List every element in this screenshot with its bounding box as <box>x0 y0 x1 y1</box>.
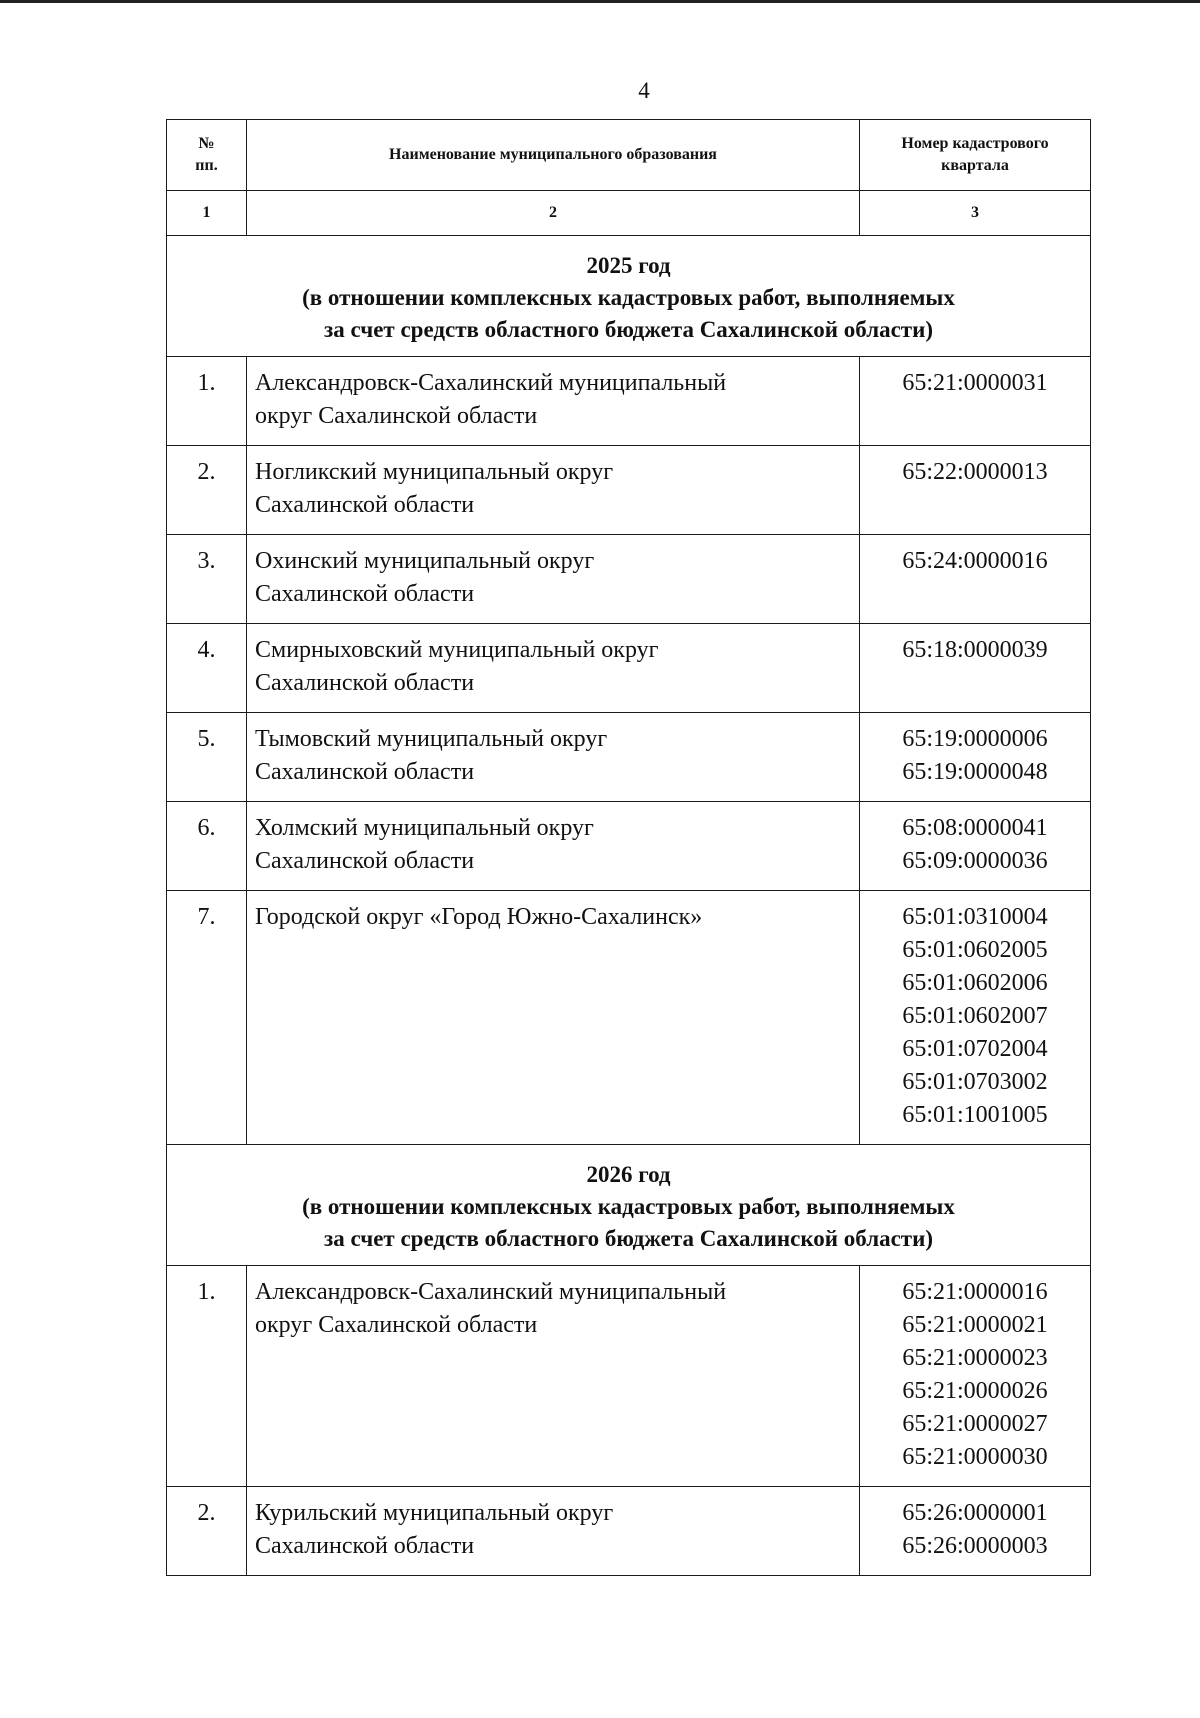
cadastral-quarter-number: 65:21:0000023 <box>902 1345 1048 1371</box>
municipality-name-line: Городской округ «Город Южно-Сахалинск» <box>255 904 703 930</box>
municipality-name-line: Тымовский муниципальный округ <box>255 726 608 752</box>
cadastral-quarter-number: 65:21:0000030 <box>902 1444 1048 1470</box>
section-title-line: за счет средств областного бюджета Сахалинской области) <box>323 1226 934 1251</box>
municipality-name <box>247 446 860 535</box>
header-cadastral-quarter <box>860 120 1091 191</box>
section-header-row <box>167 236 1091 357</box>
header-number-line: № <box>198 135 215 152</box>
column-number: 3 <box>860 191 1091 236</box>
table-row <box>167 624 1091 713</box>
cadastral-quarter-number: 65:21:0000031 <box>902 370 1048 396</box>
page-top-border <box>0 0 1200 3</box>
table-row <box>167 713 1091 802</box>
cadastral-quarter-list <box>860 624 1091 713</box>
cadastral-quarter-list <box>860 713 1091 802</box>
cadastral-quarter-number: 65:01:0602006 <box>902 970 1048 996</box>
table-row <box>167 357 1091 446</box>
municipality-name-line: Сахалинской области <box>255 759 475 785</box>
header-number-line: пп. <box>195 157 218 174</box>
municipality-name-line: Охинский муниципальный округ <box>255 548 595 574</box>
cadastral-quarters-table <box>166 119 1091 1576</box>
row-number: 5. <box>167 713 247 802</box>
section-title-line: 2025 год <box>586 253 671 278</box>
header-number <box>167 120 247 191</box>
header-municipality-name: Наименование муниципального образования <box>247 120 860 191</box>
table-row <box>167 1266 1091 1487</box>
row-number: 6. <box>167 802 247 891</box>
table-row <box>167 446 1091 535</box>
cadastral-quarter-list <box>860 802 1091 891</box>
column-number: 2 <box>247 191 860 236</box>
section-title <box>167 236 1091 357</box>
cadastral-quarter-number: 65:01:0703002 <box>902 1069 1048 1095</box>
row-number: 3. <box>167 535 247 624</box>
municipality-name-line: Сахалинской области <box>255 1533 475 1559</box>
table-row <box>167 802 1091 891</box>
cadastral-quarter-number: 65:21:0000021 <box>902 1312 1048 1338</box>
table-row <box>167 1487 1091 1576</box>
municipality-name <box>247 891 860 1145</box>
section-title-line: (в отношении комплексных кадастровых работ, выполняемых <box>302 285 955 310</box>
row-number: 7. <box>167 891 247 1145</box>
cadastral-quarter-number: 65:26:0000003 <box>902 1533 1048 1559</box>
municipality-name <box>247 357 860 446</box>
cadastral-quarter-number: 65:08:0000041 <box>902 815 1048 841</box>
table-row <box>167 535 1091 624</box>
column-number-row <box>167 191 1091 236</box>
row-number: 2. <box>167 1487 247 1576</box>
cadastral-quarter-number: 65:21:0000026 <box>902 1378 1048 1404</box>
municipality-name-line: Сахалинской области <box>255 581 475 607</box>
row-number: 2. <box>167 446 247 535</box>
cadastral-quarter-number: 65:26:0000001 <box>902 1500 1048 1526</box>
section-title <box>167 1145 1091 1266</box>
cadastral-quarter-number: 65:01:0702004 <box>902 1036 1048 1062</box>
header-cadastral-line: квартала <box>941 157 1009 174</box>
cadastral-quarter-number: 65:22:0000013 <box>902 459 1048 485</box>
column-number: 1 <box>167 191 247 236</box>
municipality-name-line: округ Сахалинской области <box>255 403 538 429</box>
cadastral-quarter-list <box>860 446 1091 535</box>
municipality-name-line: Сахалинской области <box>255 492 475 518</box>
cadastral-quarter-number: 65:01:0310004 <box>902 904 1048 930</box>
page-number: 4 <box>638 78 650 103</box>
row-number: 1. <box>167 1266 247 1487</box>
table-header-row <box>167 120 1091 191</box>
header-cadastral-line: Номер кадастрового <box>901 135 1049 152</box>
municipality-name <box>247 535 860 624</box>
cadastral-quarter-number: 65:01:0602005 <box>902 937 1048 963</box>
row-number: 1. <box>167 357 247 446</box>
cadastral-quarter-list <box>860 535 1091 624</box>
cadastral-quarter-number: 65:01:1001005 <box>902 1102 1048 1128</box>
section-title-line: 2026 год <box>586 1162 671 1187</box>
cadastral-quarter-number: 65:19:0000048 <box>902 759 1048 785</box>
cadastral-quarter-list <box>860 357 1091 446</box>
municipality-name <box>247 1487 860 1576</box>
municipality-name <box>247 802 860 891</box>
municipality-name-line: Сахалинской области <box>255 848 475 874</box>
cadastral-quarter-number: 65:09:0000036 <box>902 848 1048 874</box>
municipality-name-line: Курильский муниципальный округ <box>255 1500 614 1526</box>
section-header-row <box>167 1145 1091 1266</box>
cadastral-quarter-number: 65:19:0000006 <box>902 726 1048 752</box>
cadastral-quarter-list <box>860 891 1091 1145</box>
table-body <box>167 120 1091 1576</box>
municipality-name-line: Смирныховский муниципальный округ <box>255 637 659 663</box>
row-number: 4. <box>167 624 247 713</box>
municipality-name-line: Александровск-Сахалинский муниципальный <box>255 370 727 396</box>
section-title-line: (в отношении комплексных кадастровых работ, выполняемых <box>302 1194 955 1219</box>
cadastral-quarter-number: 65:21:0000016 <box>902 1279 1048 1305</box>
cadastral-quarter-number: 65:24:0000016 <box>902 548 1048 574</box>
municipality-name <box>247 624 860 713</box>
municipality-name-line: округ Сахалинской области <box>255 1312 538 1338</box>
municipality-name-line: Ногликский муниципальный округ <box>255 459 614 485</box>
municipality-name-line: Александровск-Сахалинский муниципальный <box>255 1279 727 1305</box>
section-title-line: за счет средств областного бюджета Сахалинской области) <box>323 317 934 342</box>
municipality-name <box>247 713 860 802</box>
table-row <box>167 891 1091 1145</box>
cadastral-quarter-number: 65:01:0602007 <box>902 1003 1048 1029</box>
municipality-name-line: Сахалинской области <box>255 670 475 696</box>
cadastral-quarter-list <box>860 1487 1091 1576</box>
municipality-name-line: Холмский муниципальный округ <box>255 815 594 841</box>
cadastral-quarter-number: 65:18:0000039 <box>902 637 1048 663</box>
cadastral-quarter-list <box>860 1266 1091 1487</box>
cadastral-quarter-number: 65:21:0000027 <box>902 1411 1048 1437</box>
municipality-name <box>247 1266 860 1487</box>
